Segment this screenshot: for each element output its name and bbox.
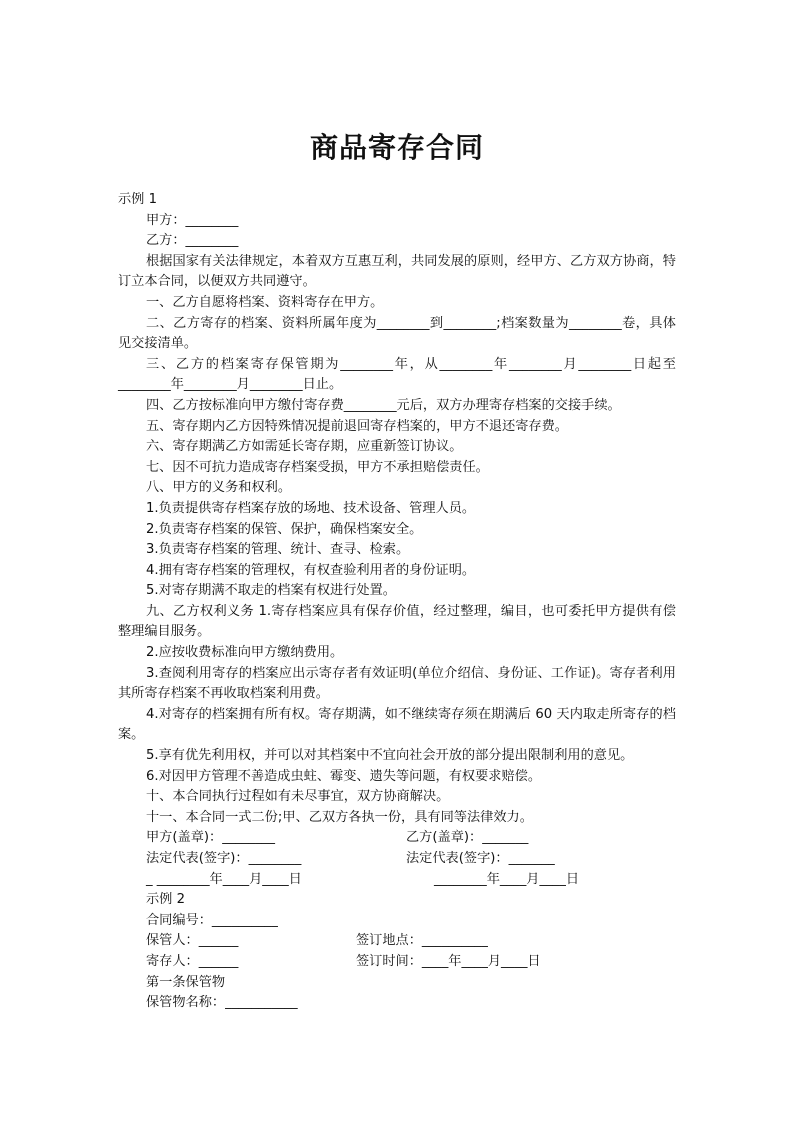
party-b-representative: 法定代表(签字)：_______	[406, 851, 555, 866]
keeper-field: 保管人：______	[146, 933, 239, 949]
signature-date-row	[118, 870, 676, 891]
clause-8-item-2: 2.负责寄存档案的保管、保护，确保档案安全。	[146, 521, 423, 537]
party-a-representative: 法定代表(签字)：________	[146, 851, 302, 866]
party-a-date: _ ________年____月____日	[146, 871, 302, 887]
clause-10: 十、本合同执行过程如有未尽事宜，双方协商解决。	[146, 789, 450, 805]
clause-1: 一、乙方自愿将档案、资料寄存在甲方。	[146, 294, 384, 310]
signature-seal-row	[118, 828, 676, 849]
clause-8: 八、甲方的义务和权利。	[146, 480, 292, 496]
sign-time-field: 签订时间：____年____月____日	[356, 953, 541, 969]
clause-9-item-3: 3.查阅利用寄存的档案应出示寄存者有效证明(单位介绍信、身份证、工作证)。寄存者利用其所寄存档案不再收取档案利用费。	[118, 665, 676, 702]
clause-8-item-3: 3.负责寄存档案的管理、统计、查寻、检索。	[146, 542, 410, 558]
party-b-date: ________年____月____日	[434, 871, 580, 887]
clause-7: 七、因不可抗力造成寄存档案受损，甲方不承担赔偿责任。	[146, 459, 489, 475]
clause-2: 二、乙方寄存的档案、资料所属年度为________到________;档案数量为________卷，具体见交接清单。	[118, 315, 676, 352]
party-b-seal: 乙方(盖章)：_______	[406, 830, 529, 846]
clause-9-item-5: 5.享有优先利用权，并可以对其档案中不宜向社会开放的部分提出限制利用的意见。	[146, 748, 634, 764]
clause-8-item-4: 4.拥有寄存档案的管理权，有权查验利用者的身份证明。	[146, 562, 476, 578]
clause-9-item-6: 6.对因甲方管理不善造成虫蛀、霉变、遗失等问题，有权要求赔偿。	[146, 768, 542, 784]
clause-3: 三、乙方的档案寄存保管期为________年，从________年________月________日起至________年________月________日止。	[118, 356, 676, 393]
clause-5: 五、寄存期内乙方因特殊情况提前退回寄存档案的，甲方不退还寄存费。	[146, 418, 568, 434]
clause-9: 九、乙方权利义务 1.寄存档案应具有保存价值，经过整理，编目，也可委托甲方提供有偿整理编目服务。	[118, 603, 676, 640]
clause-4: 四、乙方按标准向甲方缴付寄存费________元后，双方办理寄存档案的交接手续。	[146, 397, 621, 413]
example-heading: 示例 1	[118, 192, 157, 207]
clause-6: 六、寄存期满乙方如需延长寄存期，应重新签订协议。	[146, 439, 463, 455]
clause-9-item-2: 2.应按收费标准向甲方缴纳费用。	[146, 645, 344, 661]
party-b-line: 乙方：________	[146, 233, 239, 249]
contract-number: 合同编号：__________	[146, 912, 278, 928]
party-a-seal: 甲方(盖章)：________	[146, 830, 275, 846]
depositor-field: 寄存人：______	[146, 953, 239, 969]
document-body	[118, 190, 676, 1014]
clause-9-item-4: 4.对寄存的档案拥有所有权。寄存期满，如不继续寄存须在期满后 60 天内取走所寄存的档案。	[118, 706, 676, 743]
sign-place-field: 签订地点：__________	[356, 933, 488, 949]
clause-8-item-5: 5.对寄存期满不取走的档案有权进行处置。	[146, 583, 396, 599]
clause-11: 十一、本合同一式二份;甲、乙双方各执一份，具有同等法律效力。	[146, 809, 533, 825]
clause-8-item-1: 1.负责提供寄存档案存放的场地、技术设备、管理人员。	[146, 500, 476, 516]
party-a-line: 甲方：________	[146, 212, 239, 228]
article-1-heading: 第一条保管物	[146, 974, 226, 990]
example-2-heading: 示例 2	[146, 892, 185, 908]
signature-rep-row	[118, 849, 676, 870]
keeper-row	[118, 931, 676, 952]
document-title: 商品寄存合同	[309, 131, 484, 164]
item-name-field: 保管物名称：___________	[146, 995, 298, 1011]
preamble-paragraph: 根据国家有关法律规定，本着双方互惠互利，共同发展的原则，经甲方、乙方双方协商，特订立本合同，以便双方共同遵守。	[118, 253, 676, 290]
depositor-row	[118, 952, 676, 973]
